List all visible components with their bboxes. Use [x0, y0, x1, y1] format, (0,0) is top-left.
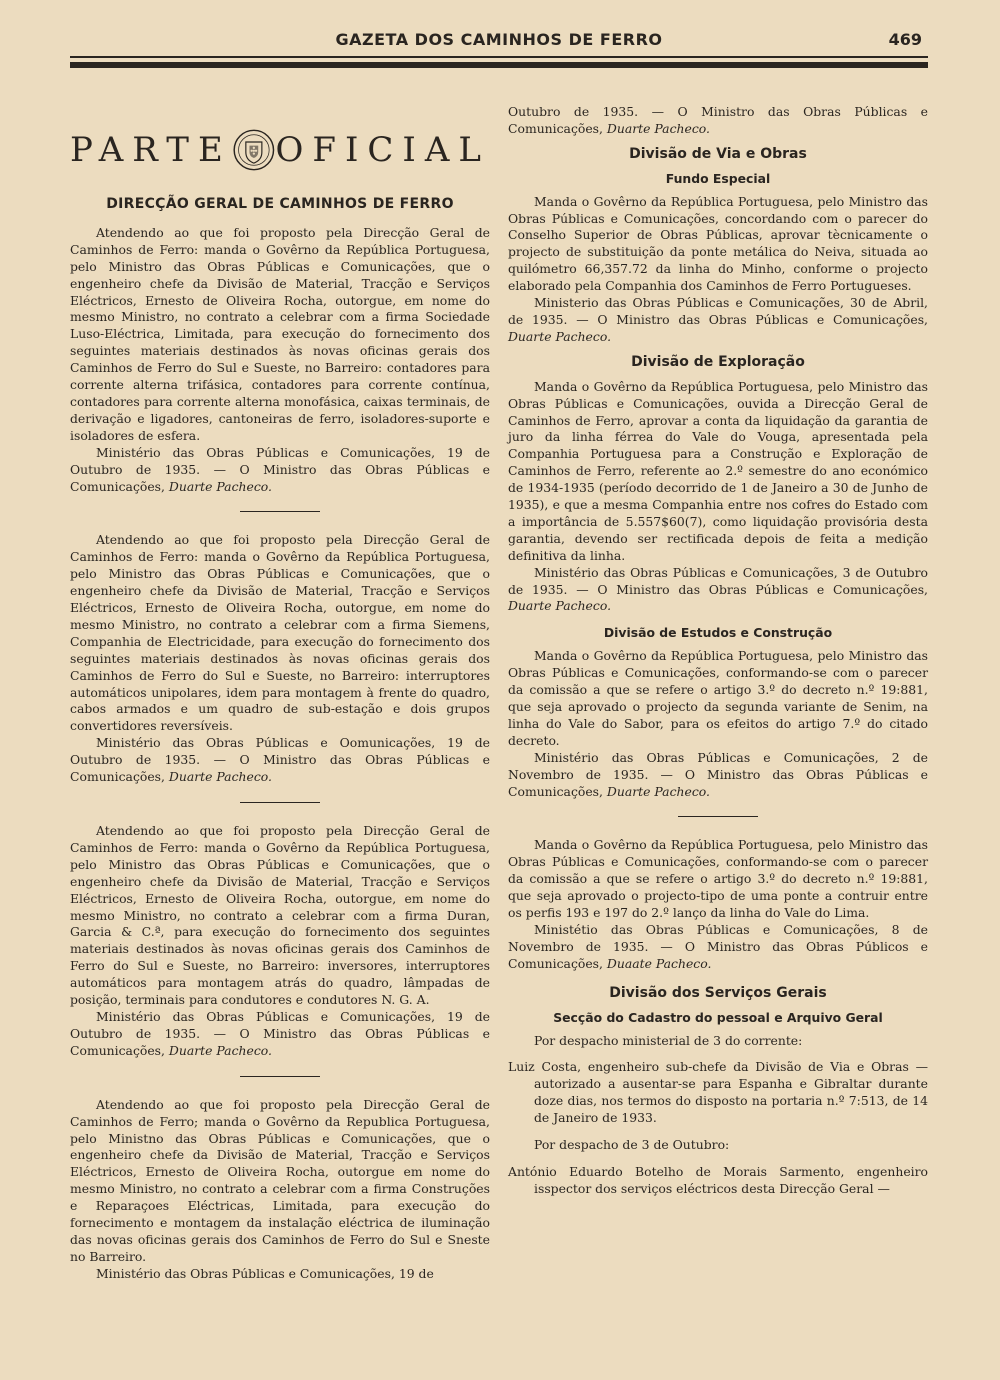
separator-rule [240, 511, 320, 512]
exploracao-dateline: Ministério das Obras Públicas e Comunicações, 3 de Outubro de 1935. — O Ministro das Obras Públicas e Comunicações, Duarte Pacheco. [508, 564, 928, 614]
right-column [508, 104, 928, 1198]
decree-4 [70, 1097, 490, 1283]
estudos-body-2: Manda o Govêrno da República Portuguesa, pelo Ministro das Obras Públicas e Comunicações, conformando-se com o parecer da comissão a que se refere o artigo 3.º do decreto n.º 19:881, que seja aprovado o projecto-tipo de uma ponte a contruir entre os perfis 193 e 197 do 2.º lanço da linha do Vale do Lima. [508, 837, 928, 921]
decree-3 [70, 823, 490, 1060]
continued-dateline: Outubro de 1935. — O Ministro das Obras Públicas e Comunicações, Duarte Pacheco. [508, 104, 928, 136]
decree-dateline: Ministério das Obras Públicas e Oomunicações, 19 de Outubro de 1935. — O Ministro das Obras Públicas e Comunicações, Duarte Pacheco. [70, 735, 490, 785]
signature: Duarte Pacheco. [168, 769, 272, 785]
running-title: GAZETA DOS CAMINHOS DE FERRO [335, 30, 663, 49]
signature: Duarte Pacheco. [508, 328, 612, 344]
decree-dateline: Ministério das Obras Públicas e Comunicações, 19 de Outubro de 1935. — O Ministro das Obras Públicas e Comunicações, Duarte Pacheco. [70, 1008, 490, 1058]
separator-rule [240, 1076, 320, 1077]
decree-body: Atendendo ao que foi proposto pela Direcção Geral de Caminhos de Ferro: manda o Govêrno da República Portuguesa, pelo Ministro das Obras Públicas e Comunicações, que o engenheiro chefe da Divisão de Material, Tracção e Serviços Eléctricos, Ernesto de Oliveira Rocha, outorgue, em nome do mesmo Ministro, no contrato a celebrar com a firma Siemens, Companhia de Electricidade, para execução do fornecimento dos seguintes materiais destinados às novas oficinas gerais dos Caminhos de Ferro do Sul e Sueste, no Barreiro: interruptores automáticos unipolares, idem para montagem à frente do quadro, cabos armados e um quadro de sub-estação e dois grupos convertidores reversíveis. [70, 532, 490, 734]
separator-rule [240, 802, 320, 803]
estudos-body-1: Manda o Govêrno da República Portuguesa, pelo Ministro das Obras Públicas e Comunicações, conformando-se com o parecer da comissão a que se refere o artigo 3.º do decreto n.º 19:881, que seja aprovado o projecto da segunda variante de Senim, na linha do Vale do Sabor, para os efeitos do artigo 7.º do citado decreto. [508, 648, 928, 748]
page-number: 469 [888, 30, 922, 49]
division-heading-exploracao: Divisão de Exploração [631, 353, 805, 370]
cadastro-heading: Secção do Cadastro do pessoal e Arquivo Geral [553, 1009, 883, 1025]
parte-oficial-heading [70, 118, 490, 182]
decree-dateline: Ministério das Obras Públicas e Comunicações, 19 de Outubro de 1935. — O Ministro das Obras Públicas e Comunicações, Duarte Pacheco. [70, 444, 490, 494]
fundo-especial-heading: Fundo Especial [665, 170, 771, 186]
costa-entry: Luiz Costa, engenheiro sub-chefe da Divisão de Via e Obras — autorizado a ausentar-se para Espanha e Gibraltar durante doze dias, nos termos do disposto na portaria n.º 7:513, de 14 de Janeiro de 1933. [508, 1059, 928, 1126]
header-rule-thin [70, 56, 928, 58]
signature: Duarte Pacheco. [508, 598, 612, 614]
signature: Duarte Pacheco. [168, 1042, 272, 1058]
decree-body: Atendendo ao que foi proposto pela Direcção Geral de Caminhos de Ferro: manda o Govêrno da República Portuguesa, pelo Ministro das Obras Públicas e Comunicações, que o engenheiro chefe da Divisão de Material, Tracção e Serviços Eléctricos, Ernesto de Oliveira Rocha, outorgue, em nome do mesmo Ministro, no contrato a celebrar com a firma Sociedade Luso-Eléctrica, Limitada, para execução do fornecimento dos seguintes materiais destinados às novas oficinas gerais dos Caminhos de Ferro do Sul e Sueste, no Barreiro: contadores para corrente alterna trifásica, contadores para corrente contínua, contadores para corrente alterna monofásica, caixas terminais, de derivação e ligadores, cantoneiras de ferro, isoladores-suporte e isoladores de esfera. [70, 224, 490, 443]
decree-body: Atendendo ao que foi proposto pela Direcção Geral de Caminhos de Ferro; manda o Govêrno da Republica Portuguesa, pelo Ministno das Obras Públicas e Comunicações, que o engenheiro chefe da Divisão de Material, Tracção e Serviços Eléctricos, Ernesto de Oliveira Rocha, outorgue em nome do mesmo Ministro, no contrato a celebrar com a firma Construções e Reparaçoes Eléctricas, Limitada, para execução do fornecimento e montagem da instalação eléctrica de iluminação das novas oficinas gerais dos Caminhos de Ferro do Sul e Sneste no Barreiro. [70, 1096, 490, 1264]
estudos-dateline-2: Ministétio das Obras Públicas e Comunicações, 8 de Novembro de 1935. — O Ministro das Obras Públicos e Comunicações, Duaate Pacheco. [508, 921, 928, 971]
via-body: Manda o Govêrno da República Portuguesa, pelo Ministro das Obras Públicas e Comunicações, concordando com o parecer do Conselho Superior de Obras Públicas, aprovar tècnicamente o projecto de substituição da ponte metálica do Neiva, situada ao quilómetro 66,357.72 da linha do Minho, conforme o projecto elaborado pela Companhia dos Caminhos de Ferro Portugueses. [508, 193, 928, 294]
signature: Duarte Pacheco. [606, 783, 710, 799]
estudos-dateline-1: Ministério das Obras Públicas e Comunicações, 2 de Novembro de 1935. — O Ministro das Obras Públicas e Comunicações, Duarte Pacheco. [508, 749, 928, 799]
decree-body: Atendendo ao que foi proposto pela Direcção Geral de Caminhos de Ferro: manda o Govêrno da República Portuguesa, pelo Ministro das Obras Públicas e Comunicações, que o engenheiro chefe da Divisão de Material, Tracção e Serviços Eléctricos, Ernesto de Oliveira Rocha, outorgue, em nome do mesmo Ministro, no contrato a celebrar com a firma Duran, Garcia & C.ª, para execução do fornecimento dos seguintes materiais destinados às novas oficinas gerais dos Caminhos de Ferro do Sul e Sueste, no Barreiro: inversores, interruptores automáticos para montagem atrás do quadro, lâmpadas de posição, terminais para condutores e condutores N. G. A. [70, 823, 490, 1008]
decree-dateline: Ministério das Obras Públicas e Comunicações, 19 de [96, 1265, 434, 1281]
decree-1 [70, 225, 490, 496]
exploracao-body: Manda o Govêrno da República Portuguesa, pelo Ministro das Obras Públicas e Comunicações, ouvida a Direcção Geral de Caminhos de Ferro, aprovar a conta da liquidação da garantia de juro da linha férrea do Vale do Vouga, apresentada pela Companhia Portuguesa para a Construção e Exploração de Caminhos de Ferro, referente ao 2.º semestre do ano económico de 1934-1935 (período decorrido de 1 de Janeiro a 30 de Junho de 1935), e que a mesma Companhia entre nos cofres do Estado com a importância de 5.557$60(7), como liquidação provisória desta garantia, devendo ser rectificada depois de feita a medição definitiva da linha. [508, 378, 928, 563]
separator-rule [678, 816, 758, 817]
division-heading-estudos: Divisão de Estudos e Construção [603, 625, 833, 641]
division-heading-via-obras: Divisão de Via e Obras [629, 145, 807, 162]
despacho-1: Por despacho ministerial de 3 do corrente: [534, 1032, 803, 1048]
via-dateline: Ministerio das Obras Públicas e Comunicações, 30 de Abril, de 1935. — O Ministro das Obras Públicas e Comunicações, Duarte Pacheco. [508, 295, 928, 344]
signature: Duarte Pacheco. [606, 120, 710, 136]
coat-of-arms-icon [232, 120, 276, 180]
left-column [70, 118, 490, 1283]
division-heading-servicos-gerais: Divisão dos Serviços Gerais [609, 984, 827, 1001]
page-header [70, 28, 928, 76]
decree-2 [70, 532, 490, 786]
main-heading: DIRECÇÃO GERAL DE CAMINHOS DE FERRO [106, 196, 454, 212]
sarmento-entry: António Eduardo Botelho de Morais Sarmento, engenheiro isspector dos serviços eléctricos desta Direcção Geral — [508, 1163, 928, 1196]
signature: Duarte Pacheco. [168, 478, 272, 494]
despacho-2: Por despacho de 3 de Outubro: [534, 1137, 730, 1153]
signature: Duaate Pacheco. [606, 955, 712, 971]
oficial-word: OFICIAL [275, 129, 490, 170]
header-rule-thick [70, 62, 928, 68]
parte-word: PARTE [70, 129, 232, 170]
